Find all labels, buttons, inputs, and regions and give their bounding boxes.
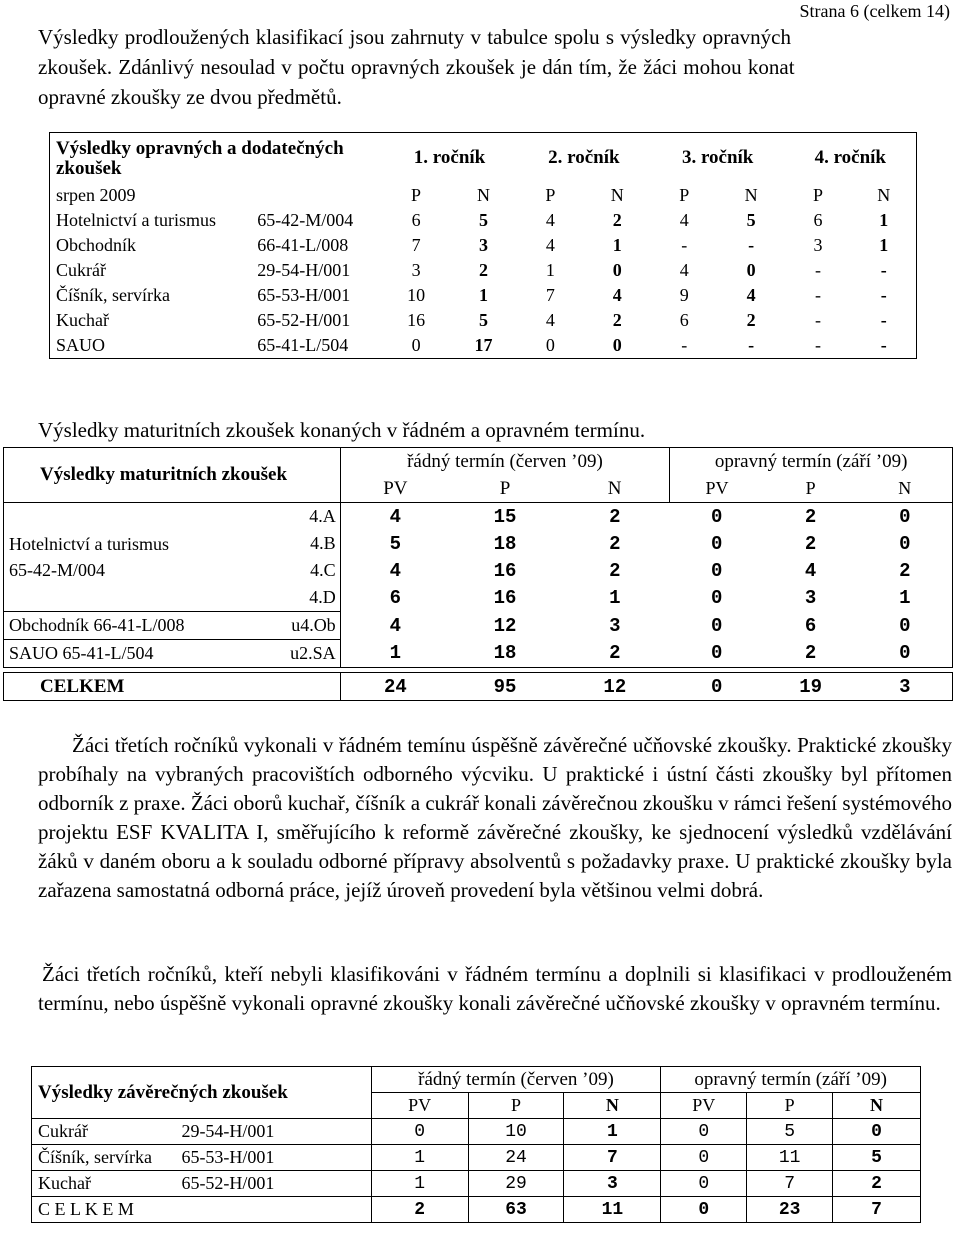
value-cell: 0 — [858, 530, 953, 557]
column-header-year: 3. ročník — [681, 147, 754, 168]
table-row — [32, 1171, 921, 1197]
class-label: 4.B — [236, 530, 340, 557]
subheader-cell: P — [679, 185, 690, 205]
value-cell: 17 — [474, 335, 493, 355]
value-cell: 12 — [493, 614, 517, 637]
value-cell: 1 — [340, 640, 450, 668]
value-cell: 5 — [478, 310, 488, 330]
total-label: C E L K E M — [32, 1197, 372, 1223]
table-row — [4, 612, 953, 640]
value-cell: 2 — [833, 1171, 921, 1197]
value-cell: 3 — [478, 235, 488, 255]
value-cell: 0 — [661, 1119, 747, 1145]
value-cell: 7 — [564, 1145, 661, 1171]
total-value: 63 — [468, 1197, 564, 1223]
value-cell: 1 — [564, 1119, 661, 1145]
program-name: Kuchař — [56, 310, 109, 330]
intro-paragraph — [38, 22, 953, 112]
table-row — [50, 233, 917, 258]
table-remedial-exams — [49, 132, 917, 359]
value-cell: 16 — [493, 559, 517, 582]
subheader-cell: PV — [670, 475, 764, 503]
value-cell: 7 — [747, 1171, 833, 1197]
value-cell: 6 — [679, 310, 689, 330]
value-cell: 5 — [747, 1119, 833, 1145]
table-final-exam-results — [31, 1066, 921, 1223]
paragraph-final-exams — [38, 731, 952, 905]
table-row — [50, 333, 917, 359]
subheader-cell: N — [610, 185, 624, 205]
value-cell: 0 — [661, 1171, 747, 1197]
subheader-cell: N — [476, 185, 490, 205]
term-header-regular: řádný termín (červen ’09) — [340, 448, 670, 476]
program-code: 65-53-H/001 — [257, 285, 351, 305]
value-cell: 4 — [679, 210, 689, 230]
value-cell: 2 — [609, 505, 621, 528]
class-label: u2.SA — [236, 640, 340, 668]
value-cell: 0 — [833, 1119, 921, 1145]
value-cell: 5 — [478, 210, 488, 230]
value-cell: 2 — [478, 260, 488, 280]
total-value: 0 — [661, 1197, 747, 1223]
value-cell: 0 — [612, 335, 622, 355]
paragraph-remedial-term — [38, 960, 952, 1018]
value-cell: 15 — [493, 505, 517, 528]
value-cell: 4 — [746, 285, 756, 305]
value-cell: 0 — [711, 614, 723, 637]
program-name: SAUO — [56, 335, 106, 355]
value-cell: - — [880, 310, 887, 330]
value-cell: 1 — [371, 1171, 468, 1197]
section-heading-maturita: Výsledky maturitních zkoušek konaných v řádném a opravném termínu. — [38, 418, 646, 442]
subheader-cell: P — [450, 475, 560, 503]
value-cell: 4 — [545, 235, 555, 255]
total-value: 3 — [858, 673, 953, 701]
intro-line: Výsledky prodloužených klasifikací jsou zahrnuty v tabulce spolu s výsledky opravných — [38, 25, 791, 49]
paragraph-text: Žáci třetích ročníků vykonali v řádném temínu úspěšně závěrečné učňovské zkoušky. Praktické zkoušky probíhaly na vybraných pracovištích odborného výcviku. U praktické i ústní části zkoušky byl přítomen odborník z praxe. Žáci oborů kuchař, číšník a cukrář konali závěrečnou zkoušku v rámci řešení systémového projektu ESF KVALITA I, směřujícího k reformě závěrečné zkoušky, ke sjednocení výsledků vzdělávání žáků v daném oboru a k souladu odborné přípravy absolventů s požadavky praxe. U praktické zkoušky byla zařazena samostatná odborná práce, jejíž úroveň provedení byla většinou velmi dobrá. — [38, 733, 952, 902]
program-name: Cukrář — [56, 260, 106, 280]
value-cell: 4 — [389, 614, 402, 637]
value-cell: 1 — [609, 586, 621, 609]
total-row — [4, 673, 953, 701]
value-cell: 3 — [813, 235, 823, 255]
value-cell: 5 — [746, 210, 756, 230]
value-cell: 0 — [670, 640, 764, 668]
page-number: Strana 6 (celkem 14) — [799, 1, 950, 21]
value-cell: 0 — [746, 260, 756, 280]
value-cell: 0 — [711, 559, 723, 582]
value-cell: 2 — [609, 532, 621, 555]
value-cell: 1 — [879, 210, 889, 230]
value-cell: 16 — [493, 586, 517, 609]
value-cell: 3 — [804, 586, 817, 609]
class-label: 4.D — [236, 584, 340, 612]
column-header-year: 4. ročník — [814, 147, 886, 168]
value-cell: 5 — [389, 532, 402, 555]
program-name: SAUO 65-41-L/504 — [4, 640, 237, 668]
subheader-cell: P — [468, 1093, 564, 1119]
value-cell: - — [815, 310, 822, 330]
value-cell: 7 — [545, 285, 555, 305]
value-cell: 6 — [813, 210, 823, 230]
table-row — [4, 503, 953, 531]
subheader-cell: P — [747, 1093, 833, 1119]
value-cell: 1 — [478, 285, 488, 305]
subheader-cell: N — [833, 1093, 921, 1119]
period-label: srpen 2009 — [56, 185, 136, 205]
term-header-remedial: opravný termín (září ’09) — [661, 1067, 921, 1093]
value-cell: 29 — [468, 1171, 564, 1197]
program-group — [4, 503, 237, 612]
value-cell: 0 — [858, 612, 953, 640]
program-code: 65-42-M/004 — [257, 210, 354, 230]
value-cell: 2 — [612, 210, 622, 230]
class-label: u4.Ob — [236, 612, 340, 640]
program-code: 65-52-H/001 — [257, 310, 351, 330]
value-cell: 2 — [804, 505, 817, 528]
table-maturita-results — [3, 447, 953, 701]
value-cell: 1 — [545, 260, 555, 280]
value-cell: - — [748, 235, 755, 255]
value-cell: 18 — [493, 532, 517, 555]
program-code: 65-53-H/001 — [181, 1145, 371, 1171]
value-cell: 4 — [545, 310, 555, 330]
subheader-cell: PV — [371, 1093, 468, 1119]
value-cell: 0 — [711, 532, 723, 555]
program-name: Hotelnictví a turismus — [9, 534, 169, 554]
value-cell: 0 — [411, 335, 421, 355]
subheader-cell: P — [411, 185, 422, 205]
subheader-cell: P — [764, 475, 858, 503]
value-cell: 9 — [679, 285, 689, 305]
value-cell: 0 — [858, 503, 953, 531]
total-label: CELKEM — [4, 673, 341, 701]
program-name: Číšník, servírka — [56, 285, 170, 305]
value-cell: 0 — [711, 586, 723, 609]
value-cell: 1 — [858, 584, 953, 612]
value-cell: 3 — [564, 1171, 661, 1197]
table-row — [50, 258, 917, 283]
subheader-cell: P — [545, 185, 556, 205]
term-header-regular: řádný termín (červen ’09) — [371, 1067, 661, 1093]
value-cell: 2 — [609, 559, 621, 582]
table-row — [32, 1145, 921, 1171]
total-value: 19 — [764, 673, 858, 701]
column-header-year: 1. ročník — [413, 147, 486, 168]
paragraph-text: Žáci třetích ročníků, kteří nebyli klasifikováni v řádném termínu a doplnili si klasifikaci v prodlouženém termínu, nebo úspěšně vykonali opravné zkoušky konali závěrečné učňovské zkoušky v opravném termínu. — [38, 962, 952, 1015]
table-subheader-row — [50, 183, 917, 208]
value-cell: 0 — [612, 260, 622, 280]
value-cell: 4 — [804, 559, 817, 582]
value-cell: 4 — [679, 260, 689, 280]
class-label: 4.A — [236, 503, 340, 531]
table-row — [50, 208, 917, 233]
value-cell: 3 — [411, 260, 421, 280]
intro-line: zkoušek. Zdánlivý nesoulad v počtu opravných zkoušek je dán tím, že žáci mohou konat — [38, 55, 795, 79]
value-cell: 4 — [612, 285, 622, 305]
subheader-cell: N — [560, 475, 670, 503]
table-title: Výsledky závěrečných zkoušek — [32, 1067, 372, 1119]
total-value: 0 — [670, 673, 764, 701]
table-title: Výsledky maturitních zkoušek — [4, 448, 341, 503]
value-cell: - — [880, 335, 887, 355]
total-value: 23 — [747, 1197, 833, 1223]
value-cell: 7 — [411, 235, 421, 255]
term-header-remedial: opravný termín (září ’09) — [670, 448, 953, 476]
value-cell: 0 — [858, 640, 953, 668]
program-code: 29-54-H/001 — [181, 1119, 371, 1145]
subheader-cell: N — [564, 1093, 661, 1119]
value-cell: 4 — [389, 505, 402, 528]
value-cell: 2 — [746, 310, 756, 330]
value-cell: - — [681, 235, 688, 255]
value-cell: 0 — [661, 1145, 747, 1171]
table-row — [32, 1119, 921, 1145]
value-cell: - — [748, 335, 755, 355]
total-value: 11 — [564, 1197, 661, 1223]
program-name: Cukrář — [32, 1119, 182, 1145]
value-cell: 2 — [804, 532, 817, 555]
value-cell: - — [815, 335, 822, 355]
total-value: 95 — [450, 673, 560, 701]
value-cell: 2 — [612, 310, 622, 330]
value-cell: 24 — [468, 1145, 564, 1171]
program-code: 65-42-M/004 — [9, 560, 105, 580]
value-cell: 3 — [609, 614, 621, 637]
value-cell: 6 — [804, 614, 817, 637]
value-cell: - — [880, 260, 887, 280]
value-cell: 4 — [545, 210, 555, 230]
subheader-cell: N — [877, 185, 891, 205]
value-cell: 1 — [612, 235, 622, 255]
value-cell: 6 — [411, 210, 421, 230]
program-name: Obchodník — [56, 235, 136, 255]
value-cell: - — [815, 285, 822, 305]
value-cell: 0 — [371, 1119, 468, 1145]
value-cell: 1 — [879, 235, 889, 255]
value-cell: 18 — [450, 640, 560, 668]
value-cell: 5 — [833, 1145, 921, 1171]
table-title: Výsledky opravných a dodatečných zkoušek — [56, 138, 344, 179]
intro-line: opravné zkoušky ze dvou předmětů. — [38, 85, 342, 109]
value-cell: 6 — [389, 586, 402, 609]
value-cell: 2 — [858, 557, 953, 584]
subheader-cell: PV — [340, 475, 450, 503]
value-cell: 0 — [545, 335, 555, 355]
subheader-cell: N — [744, 185, 758, 205]
value-cell: 1 — [371, 1145, 468, 1171]
total-value: 2 — [371, 1197, 468, 1223]
table-row — [50, 283, 917, 308]
value-cell: - — [681, 335, 688, 355]
value-cell: 16 — [407, 310, 426, 330]
program-name: Číšník, servírka — [32, 1145, 182, 1171]
value-cell: 0 — [711, 505, 723, 528]
program-code: 29-54-H/001 — [257, 260, 351, 280]
program-code: 65-52-H/001 — [181, 1171, 371, 1197]
value-cell: 10 — [468, 1119, 564, 1145]
value-cell: 2 — [560, 640, 670, 668]
class-label: 4.C — [236, 557, 340, 584]
program-name: Hotelnictví a turismus — [56, 210, 216, 230]
table-row — [50, 308, 917, 333]
value-cell: 10 — [407, 285, 426, 305]
program-name: Obchodník 66-41-L/008 — [4, 612, 237, 640]
program-code: 65-41-L/504 — [257, 335, 349, 355]
total-value: 7 — [833, 1197, 921, 1223]
value-cell: 4 — [389, 559, 402, 582]
total-value: 12 — [560, 673, 670, 701]
value-cell: 11 — [747, 1145, 833, 1171]
subheader-cell: PV — [661, 1093, 747, 1119]
program-name: Kuchař — [32, 1171, 182, 1197]
table-row — [4, 640, 953, 668]
total-value: 24 — [340, 673, 450, 701]
value-cell: 2 — [764, 640, 858, 668]
total-row — [32, 1197, 921, 1223]
column-header-year: 2. ročník — [548, 147, 620, 168]
value-cell: - — [880, 285, 887, 305]
subheader-cell: N — [858, 475, 953, 503]
subheader-cell: P — [813, 185, 824, 205]
program-code: 66-41-L/008 — [257, 235, 349, 255]
value-cell: - — [815, 260, 822, 280]
